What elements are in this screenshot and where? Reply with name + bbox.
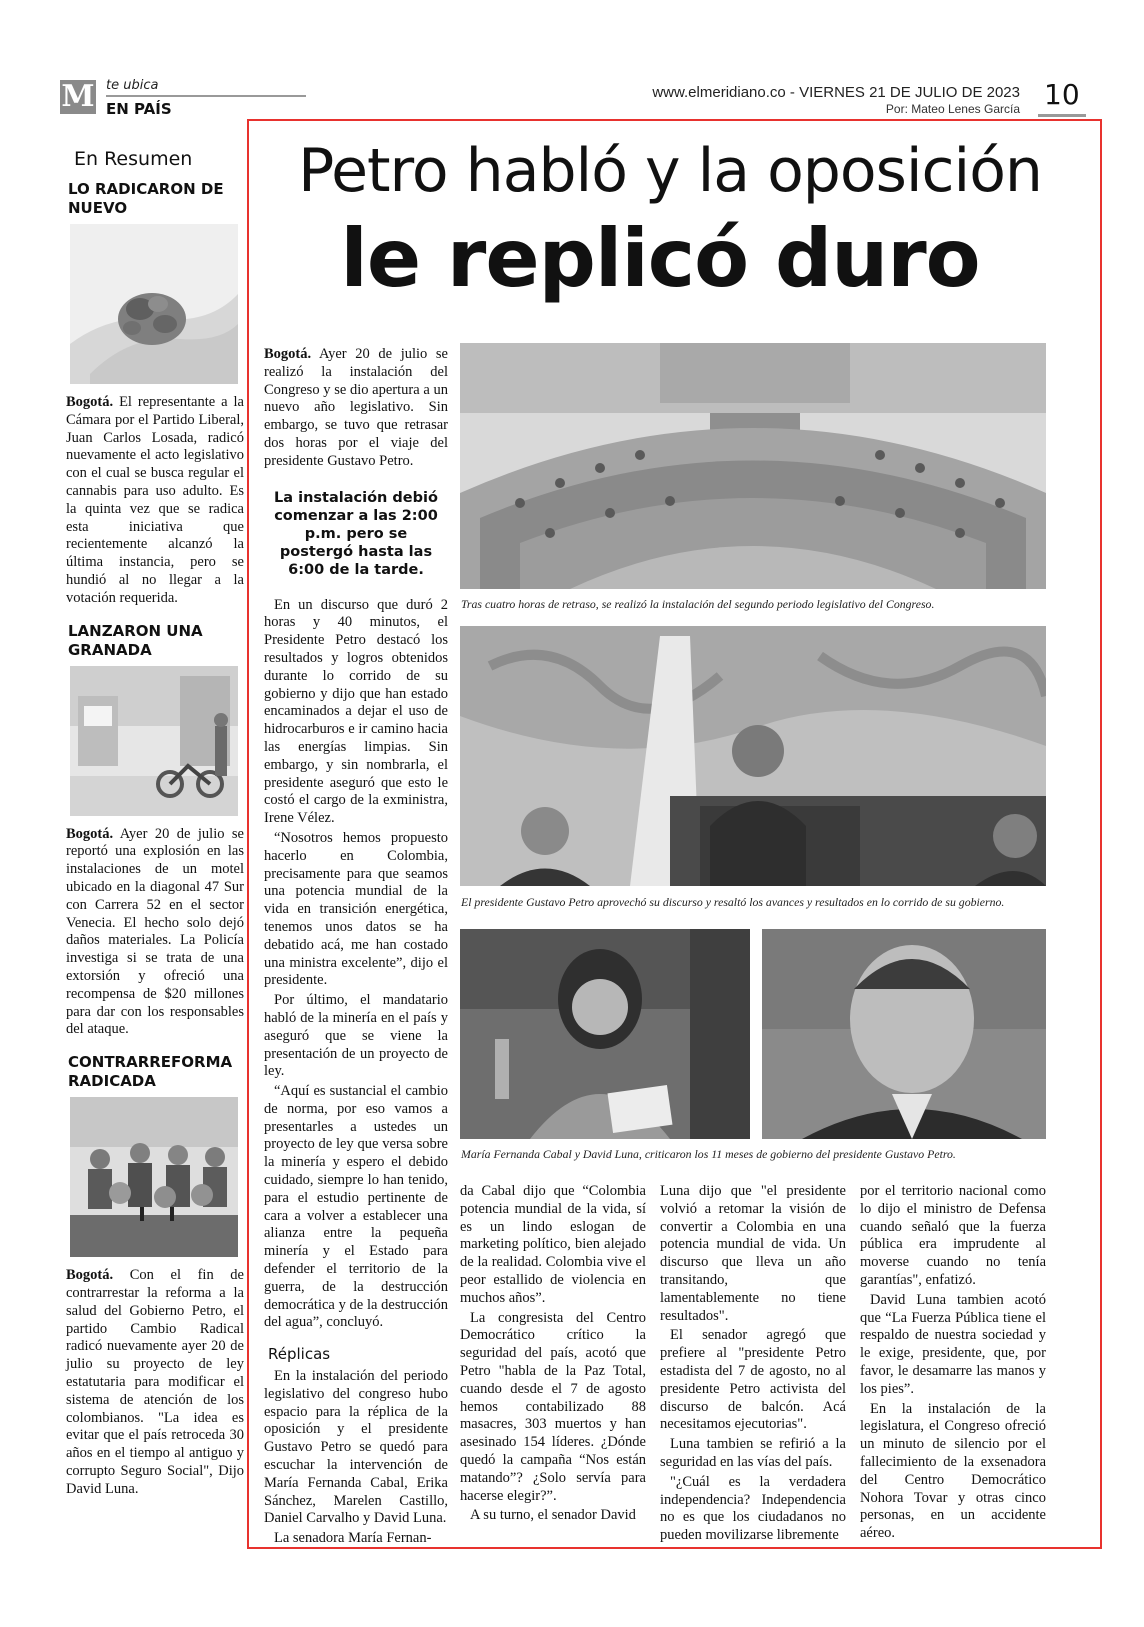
newspaper-logo: M <box>61 79 95 114</box>
sidebar-item-text: Bogotá. El representante a la Cámara por el Partido Liberal, Juan Carlos Losada, radicó nuevamente el acto legislativo con el cual se busca regular el cannabis para uso adulto. Es la quinta vez que se radica esta iniciativa que recientemente alcanzó la última instancia, pero se hundió al no llegar a la votación requerida. <box>66 394 244 606</box>
photo-caption: El presidente Gustavo Petro aprovechó su discurso y resaltó los avances y resultados en lo corrido de su gobierno. <box>461 895 1005 909</box>
president-speech-photo <box>460 626 1046 886</box>
article-paragraph: “Aquí es sustancial el cambio de norma, por eso vamos a presentarles a ustedes un proyecto de ley que versa sobre la minería y espero el debido cuidado, siempre lo han tenido, para el estudio pertinente de cara a volver a establecer una alianza entre la pequeña minería y el Estado para defender el territorio de la guerra, de la destrucción democrática y de la destrucción del agua”, concluyó. <box>264 1083 448 1331</box>
section-kicker: te ubica <box>106 78 159 93</box>
sidebar-item-text: Bogotá. Ayer 20 de julio se reportó una explosión en las instalaciones de un motel ubicado en la diagonal 47 Sur con Carrera 52 en el sector Venecia. El hecho solo dejó daños materiales. La Policía investiga si se trata de una extorsión y ofreció una recompensa de $20 millones para dar con los responsables del ataque. <box>66 825 244 1038</box>
pull-quote: La instalación debió comenzar a las 2:00 p.m. pero se postergó hasta las 6:00 de la tarde. <box>274 489 438 578</box>
sidebar-item-text: Bogotá. Con el fin de contrarrestar la reforma a la salud del Gobierno Petro, el partido Cambio Radical radicó nuevamente ayer 20 de julio su proyecto de ley estatutaria para modificar el sistema de atención de los colombianos. "La idea es evitar que el país retroceda 30 años en el tiempo al antiguo y corrupto Seguro Social", Dijo David Luna. <box>66 1267 244 1497</box>
photo-caption: Tras cuatro horas de retraso, se realizó la instalación del segundo periodo legislativo del Congreso. <box>461 597 935 611</box>
article-paragraph: Luna tambien se refirió a la seguridad en las vías del país. <box>660 1436 846 1470</box>
article-headline-line2: le replicó duro <box>340 212 980 305</box>
sidebar-headline: LANZARON UNA GRANADA <box>68 621 203 659</box>
article-paragraph: Por último, el mandatario habló de la minería en el país y aseguró que se viene la presentación de un proyecto de ley. <box>264 992 448 1080</box>
subhead-replicas: Réplicas <box>268 1345 331 1364</box>
article-paragraph: En la instalación del periodo legislativo del congreso hubo espacio para la réplica de la oposición y el presidente Gustavo Petro se quedó para escuchar la intervención de María Fernanda Cabal, Erika Sánchez, Marelen Castillo, Daniel Carvalho y David Luna. <box>264 1368 448 1527</box>
article-paragraph: La congresista del Centro Democrático crítico la seguridad del país, acotó que Petro "habla de la Paz Total, cuando desde el 7 de agosto hemos contabilizado 88 masacres, 303 muertos y han asesinado 154 líderes. ¿Dónde quedó la campaña “Nos están matando”? ¿Solo servía para hacerse elegir?”. <box>460 1309 646 1504</box>
article-paragraph: En la instalación de la legislatura, el Congreso ofreció un minuto de silencio por el fallecimiento de la exsenadora del Centro Democrático Nohora Tovar y otras cinco personas, en un accidente aéreo. <box>860 1400 1046 1542</box>
article-paragraph: da Cabal dijo que “Colombia potencia mundial de la vida, sí es un lindo eslogan de marketing político, bien alejado de la realidad. Colombia vive el peor estallido de violencia en muchos años”. <box>460 1183 646 1306</box>
cannabis-photo <box>70 224 238 388</box>
section-name: EN PAÍS <box>106 100 172 118</box>
article-paragraph: por el territorio nacional como lo dijo el ministro de Defensa cuando señaló que la fuerza pública era imprudente al moverse cuando no tenía garantías", enfatizó. <box>860 1183 1046 1288</box>
article-column-4 <box>860 1183 1046 1545</box>
article-paragraph: A su turno, el senador David <box>470 1507 636 1524</box>
article-paragraph: Luna dijo que "el presidente volvió a retomar la visión de convertir a Colombia en una potencia mundial de vida. Un discurso que lleva un año transitando, que lamentablemente no tiene resultados". <box>660 1183 846 1324</box>
congress-chamber-photo <box>460 343 1046 589</box>
article-headline-line1: Petro habló y la oposición <box>298 136 1042 206</box>
sidebar-headline: LO RADICARON DE NUEVO <box>68 180 224 217</box>
dateline: www.elmeridiano.co - VIERNES 21 DE JULIO DE 2023 <box>652 84 1020 101</box>
sidebar-title: En Resumen <box>74 148 193 170</box>
article-paragraph: La senadora María Fernan- <box>274 1530 432 1547</box>
article-column-1 <box>264 346 448 1550</box>
page-number: 10 <box>1044 78 1080 111</box>
summary-sidebar <box>66 148 244 1498</box>
article-paragraph: "¿Cuál es la verdadera independencia? Independencia no es que los ciudadanos no pueden movilizarse libremente <box>660 1473 846 1544</box>
article-paragraph: David Luna tambien acotó que “La Fuerza Pública tiene el respaldo de nuestra sociedad y le exige, presidente, que, por favor, le desamarre las manos y los pies”. <box>860 1291 1046 1397</box>
article-column-3 <box>660 1183 846 1547</box>
press-conference-photo <box>70 1097 238 1261</box>
article-paragraph: “Nosotros hemos propuesto hacerlo en Colombia, precisamente para que seamos una potencia mundial de la vida en transición energética, tenemos unos datos se ha debatido acá, me han costado una ministra excelente”, dijo el presidente. <box>264 829 448 989</box>
header-rule <box>106 95 306 97</box>
byline: Por: Mateo Lenes García <box>885 102 1020 116</box>
photo-caption: María Fernanda Cabal y David Luna, criticaron los 11 meses de gobierno del presidente Gustavo Petro. <box>461 1147 956 1161</box>
article-paragraph: En un discurso que duró 2 horas y 40 minutos, el Presidente Petro destacó los resultados y logros obtenidos durante lo corrido de su gobierno y dijo que han estado encaminados a dejar el uso de hidrocarburos e ir camino hacia las energías limpias. Sin embargo, y sin nombrarla, el presidente aseguró que esto le costó el cargo de la exministra, Irene Vélez. <box>264 596 448 827</box>
motel-explosion-photo <box>70 666 238 820</box>
luna-photo <box>762 929 1046 1139</box>
article-column-2 <box>460 1183 646 1527</box>
page-number-rule <box>1038 114 1086 117</box>
article-paragraph: Bogotá. Ayer 20 de julio se realizó la instalación del Congreso y se dio apertura a un nuevo año legislativo. Sin embargo, se tuvo que retrasar dos horas por el viaje del presidente Gustavo Petro. <box>264 346 448 469</box>
sidebar-headline: CONTRARREFORMA RADICADA <box>68 1053 233 1091</box>
article-paragraph: El senador agregó que prefiere al "presidente Petro estadista del 7 de agosto, no al presidente Petro activista del discurso de balcón. Acá necesitamos ejecutorias". <box>660 1327 846 1433</box>
cabal-photo <box>460 929 750 1139</box>
